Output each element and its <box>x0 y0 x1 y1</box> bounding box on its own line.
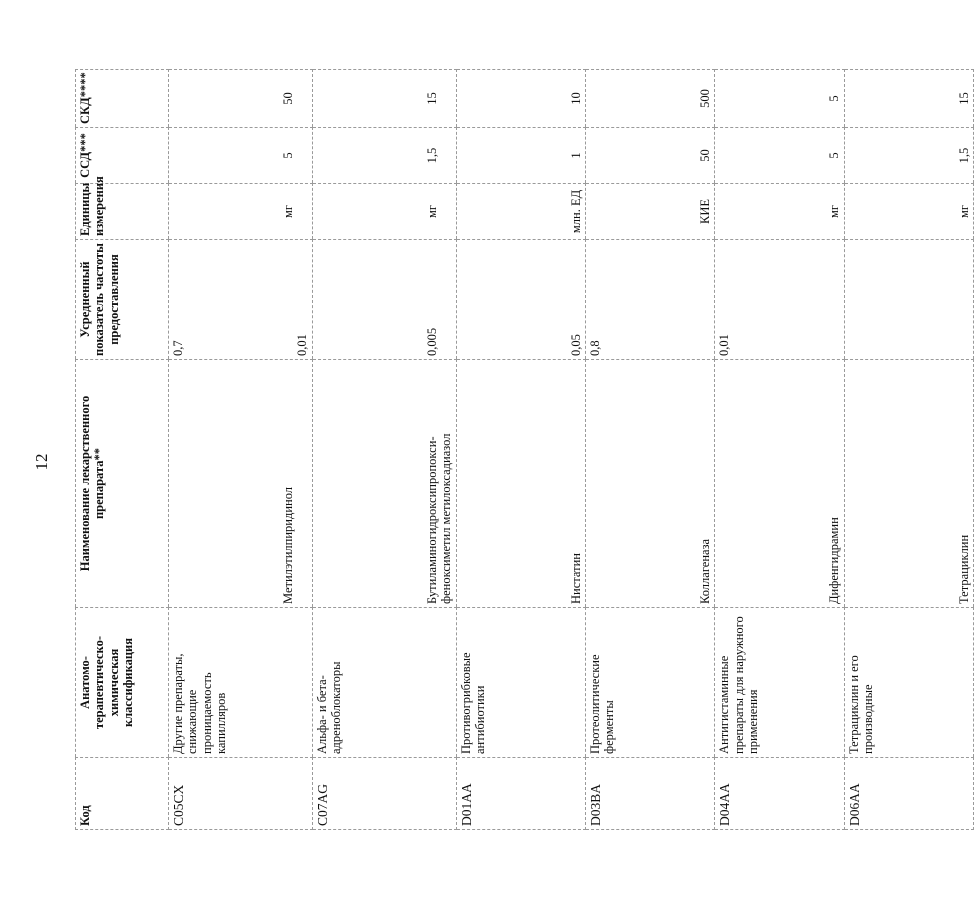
row-unit: КИЕ <box>697 199 712 224</box>
table-row <box>456 70 585 830</box>
row-freq-drug <box>602 243 712 356</box>
row-skd: 5 <box>827 95 842 102</box>
row-unit-cell <box>844 184 973 240</box>
row-ssd: 50 <box>697 149 712 162</box>
row-code: D06AA <box>844 758 973 830</box>
row-ssd: 5 <box>827 152 842 159</box>
row-skd-cell <box>456 70 585 128</box>
row-classification: Противогрибковые антибиотики <box>456 608 585 758</box>
row-frequency-cell <box>585 240 714 360</box>
row-freq-drug: 0,01 <box>295 334 310 356</box>
row-skd-cell <box>844 70 973 128</box>
table-row <box>844 70 973 830</box>
table-header-row <box>76 70 169 830</box>
row-skd: 10 <box>568 92 583 105</box>
row-drug: Нистатин <box>568 553 583 604</box>
rotated-table-wrapper <box>75 70 971 830</box>
drug-table <box>75 69 974 830</box>
row-frequency-cell <box>715 240 844 360</box>
row-drug-cell <box>169 360 313 608</box>
row-ssd: 1,5 <box>424 147 439 164</box>
row-ssd-cell <box>585 128 714 184</box>
row-classification: Другие препараты, снижающие проницаемость капилляров <box>169 608 313 758</box>
row-drug: Бутиламиногидроксипропокси-феноксиметил метилоксадиазол <box>424 433 454 604</box>
row-drug-cell <box>312 360 456 608</box>
row-classification: Антигистаминные препараты для наружного применения <box>715 608 844 758</box>
rotated-table-sheet <box>75 70 971 830</box>
row-frequency-cell <box>844 240 973 360</box>
header-skd: СКД**** <box>76 70 169 128</box>
header-ssd: ССД*** <box>76 128 169 184</box>
row-skd-cell <box>312 70 456 128</box>
row-classification: Альфа- и бета-адреноблокаторы <box>312 608 456 758</box>
row-drug: Тетрациклин <box>956 534 971 604</box>
row-ssd-cell <box>456 128 585 184</box>
table-row <box>169 70 313 830</box>
row-ssd-cell <box>169 128 313 184</box>
row-unit-cell <box>456 184 585 240</box>
row-unit-cell <box>312 184 456 240</box>
row-unit-cell <box>169 184 313 240</box>
row-frequency-cell <box>312 240 456 360</box>
row-drug-cell <box>715 360 844 608</box>
header-classification: Анатомо-терапевтическо-химическая классификация <box>76 608 169 758</box>
table-row <box>585 70 714 830</box>
row-skd-cell <box>585 70 714 128</box>
row-skd: 15 <box>956 92 971 105</box>
row-ssd-cell <box>312 128 456 184</box>
row-drug: Метилэтилпиридинол <box>281 486 295 604</box>
row-skd-cell <box>715 70 844 128</box>
header-drug-name: Наименование лекарственного препарата** <box>76 360 169 608</box>
row-ssd-cell <box>715 128 844 184</box>
row-drug-cell <box>456 360 585 608</box>
row-ssd: 1,5 <box>956 147 971 164</box>
header-code: Код <box>76 758 169 830</box>
table-row <box>312 70 456 830</box>
row-ssd-cell <box>844 128 973 184</box>
row-code: D03BA <box>585 758 714 830</box>
row-drug-cell <box>585 360 714 608</box>
row-drug: Коллагеназа <box>697 538 712 604</box>
row-code: C07AG <box>312 758 456 830</box>
row-unit-cell <box>715 184 844 240</box>
row-unit: мг <box>281 204 295 219</box>
header-frequency: Усредненный показатель частоты предоставления <box>76 240 169 360</box>
row-unit: мг <box>956 204 971 219</box>
row-code: C05CX <box>169 758 313 830</box>
row-ssd: 1 <box>568 152 583 159</box>
row-unit-cell <box>585 184 714 240</box>
page-number: 12 <box>32 453 51 471</box>
row-drug-cell <box>844 360 973 608</box>
row-skd: 15 <box>424 92 439 105</box>
row-freq-drug: 0,005 <box>424 327 439 356</box>
row-freq-drug: 0,05 <box>568 334 583 356</box>
header-unit: Единицы измерения <box>76 184 169 240</box>
row-skd: 500 <box>697 89 712 108</box>
row-freq-group: 0,7 <box>171 340 185 356</box>
table-row <box>715 70 844 830</box>
row-unit: млн. ЕД <box>568 189 583 234</box>
row-frequency-cell <box>169 240 313 360</box>
row-freq-drug <box>732 243 842 356</box>
row-freq-group: 0,01 <box>717 334 732 356</box>
row-freq-group: 0,8 <box>587 340 602 356</box>
row-skd: 50 <box>281 92 295 105</box>
row-code: D01AA <box>456 758 585 830</box>
row-code: D04AA <box>715 758 844 830</box>
row-classification: Тетрациклин и его производные <box>844 608 973 758</box>
row-ssd: 5 <box>281 152 295 159</box>
row-frequency-cell <box>456 240 585 360</box>
row-classification: Протеолитические ферменты <box>585 608 714 758</box>
row-freq-drug <box>847 243 957 356</box>
row-unit: мг <box>424 204 439 219</box>
row-unit: мг <box>827 204 842 219</box>
row-drug: Дифенгидрамин <box>827 517 842 604</box>
row-skd-cell <box>169 70 313 128</box>
